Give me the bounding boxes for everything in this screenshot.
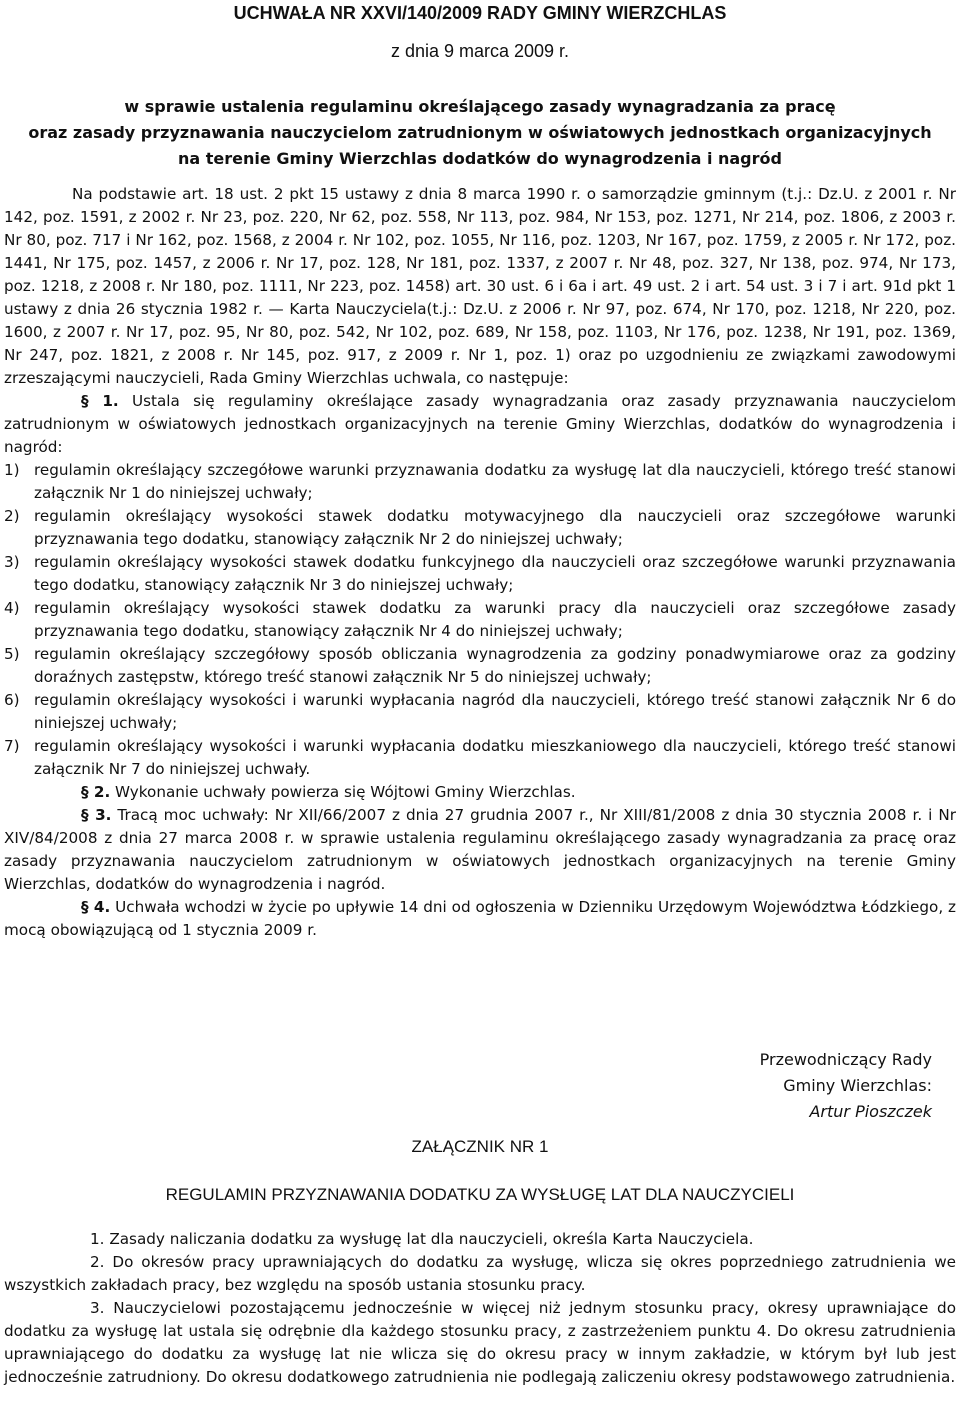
section-3	[4, 804, 956, 896]
section-1-text: Ustala się regulaminy określające zasady wynagradzania oraz zasady przyznawania nauczycielom zatrudnionym w oświatowych jednostkach organizacyjnych na terenie Gminy Wierzchlas, dodatków do wynagrodzenia i nagród:	[4, 392, 956, 456]
annex-paragraph: 1. Zasady naliczania dodatku za wysługę lat dla nauczycieli, określa Karta Nauczyciela.	[90, 1230, 754, 1248]
section-4-number: § 4.	[81, 898, 111, 916]
preamble-paragraph: Na podstawie art. 18 ust. 2 pkt 15 ustawy z dnia 8 marca 1990 r. o samorządzie gminnym (t.j.: Dz.U. z 2001 r. Nr 142, poz. 1591, z 2002 r. Nr 23, poz. 220, Nr 62, poz. 558, Nr 113, poz. 984, Nr 153, poz. 1271, Nr 214, poz. 1806, z 2003 r. Nr 80, poz. 717 i Nr 162, poz. 1568, z 2004 r. Nr 102, poz. 1055, Nr 116, poz. 1203, Nr 167, poz. 1759, z 2005 r. Nr 172, poz. 1441, Nr 175, poz. 1457, z 2006 r. Nr 17, poz. 128, Nr 181, poz. 1337, z 2007 r. Nr 48, poz. 327, Nr 138, poz. 974, Nr 173, poz. 1218, z 2008 r. Nr 180, poz. 1111, Nr 223, poz. 1458) art. 30 ust. 6 i 6a i art. 49 ust. 2 i art. 54 ust. 3 i 7 i art. 91d pkt 1 ustawy z dnia 26 stycznia 1982 r. — Karta Nauczyciela(t.j.: Dz.U. z 2006 r. Nr 97, poz. 674, Nr 170, poz. 1218, Nr 220, poz. 1600, z 2007 r. Nr 17, poz. 95, Nr 80, poz. 542, Nr 102, poz. 689, Nr 158, poz. 1103, Nr 176, poz. 1238, Nr 191, poz. 1369, Nr 247, poz. 1821, z 2008 r. Nr 145, poz. 917, z 2009 r. Nr 1, poz. 1) oraz po uzgodnieniu ze związkami zawodowymi zrzeszającymi nauczycieli, Rada Gminy Wierzchlas uchwala, co następuje:	[4, 185, 956, 387]
resolution-date: z dnia 9 marca 2009 r.	[390, 41, 570, 61]
list-item-text: regulamin określający szczegółowe warunki przyznawania dodatku za wysługę lat dla nauczycieli, którego treść stanowi załącznik Nr 1 do niniejszej uchwały;	[34, 461, 956, 502]
section-4-text: Uchwała wchodzi w życie po upływie 14 dni od ogłoszenia w Dzienniku Urzędowym Województwa Łódzkiego, z mocą obowiązującą od 1 stycznia 2009 r.	[4, 898, 956, 939]
section-4	[4, 896, 956, 942]
list-item-text: regulamin określający wysokości stawek dodatku funkcyjnego dla nauczycieli oraz szczegółowe warunki przyznawania tego dodatku, stanowiący załącznik Nr 3 do niniejszej uchwały;	[34, 553, 956, 594]
annex-title: ZAŁĄCZNIK NR 1	[411, 1137, 549, 1156]
list-item-text: regulamin określający szczegółowy sposób obliczania wynagrodzenia za godziny ponadwymiarowe oraz za godziny doraźnych zastępstw, którego treść stanowi załącznik Nr 5 do niniejszej uchwały;	[34, 645, 956, 686]
list-item-number: 5)	[4, 645, 20, 663]
list-item-number: 3)	[4, 553, 20, 571]
resolution-title: UCHWAŁA NR XXVI/140/2009 RADY GMINY WIERZCHLAS	[233, 3, 727, 23]
list-item-number: 1)	[4, 461, 20, 479]
list-item-number: 7)	[4, 737, 20, 755]
subject-line-1: w sprawie ustalenia regulaminu określającego zasady wynagradzania za pracę	[124, 97, 836, 116]
section-2-text: Wykonanie uchwały powierza się Wójtowi Gminy Wierzchlas.	[115, 783, 576, 801]
list-item	[4, 643, 956, 689]
subject-line-3: na terenie Gminy Wierzchlas dodatków do wynagrodzenia i nagród	[178, 149, 782, 168]
list-item	[4, 459, 956, 505]
section-2	[4, 781, 956, 804]
signature-block	[532, 1047, 932, 1125]
list-item-number: 2)	[4, 507, 20, 525]
annex-subtitle: REGULAMIN PRZYZNAWANIA DODATKU ZA WYSŁUGĘ LAT DLA NAUCZYCIELI	[165, 1185, 795, 1204]
annex-paragraph: 2. Do okresów pracy uprawniających do dodatku za wysługę, wlicza się okres poprzedniego zatrudnienia we wszystkich zakładach pracy, bez względu na sposób ustania stosunku pracy.	[4, 1253, 956, 1294]
section-3-number: § 3.	[81, 806, 112, 824]
resolution-body	[4, 183, 956, 942]
subject-line-2: oraz zasady przyznawania nauczycielom zatrudnionym w oświatowych jednostkach organizacyjnych	[28, 123, 932, 142]
list-item	[4, 597, 956, 643]
list-item-text: regulamin określający wysokości stawek dodatku za warunki pracy dla nauczycieli oraz szczegółowe zasady przyznawania tego dodatku, stanowiący załącznik Nr 4 do niniejszej uchwały;	[34, 599, 956, 640]
annex-paragraph: 3. Nauczycielowi pozostającemu jednocześnie w więcej niż jednym stosunku pracy, okresy uprawniające do dodatku za wysługę lat ustala się odrębnie dla każdego stosunku pracy, z zastrzeżeniem punktu 4. Do okresu zatrudnienia uprawniającego do dodatku za wysługę lat nie wlicza się do okresu pracy w innym zakładzie, w którym był lub jest jednocześnie zatrudniony. Do okresu dodatkowego zatrudnienia nie podlegają zaliczeniu okresy podstawowego zatrudnienia.	[4, 1299, 956, 1386]
list-item-text: regulamin określający wysokości stawek dodatku motywacyjnego dla nauczycieli oraz szczegółowe warunki przyznawania tego dodatku, stanowiący załącznik Nr 2 do niniejszej uchwały;	[34, 507, 956, 548]
annex-body	[4, 1228, 956, 1389]
list-item	[4, 505, 956, 551]
section-1	[4, 390, 956, 459]
list-item-number: 4)	[4, 599, 20, 617]
signature-role: Przewodniczący Rady	[759, 1050, 932, 1069]
section-2-number: § 2.	[81, 783, 111, 801]
list-item-number: 6)	[4, 691, 20, 709]
section-1-number: § 1.	[81, 392, 119, 410]
list-item-text: regulamin określający wysokości i warunki wypłacania nagród dla nauczycieli, którego treść stanowi załącznik Nr 6 do niniejszej uchwały;	[34, 691, 956, 732]
section-3-text: Tracą moc uchwały: Nr XII/66/2007 z dnia 27 grudnia 2007 r., Nr XIII/81/2008 z dnia 30 stycznia 2008 r. i Nr XIV/84/2008 z dnia 27 marca 2008 r. w sprawie ustalenia regulaminu określającego zasady wynagradzania za pracę oraz zasady przyznawania nauczycielom zatrudnionym w oświatowych jednostkach organizacyjnych na terenie Gminy Wierzchlas, dodatków do wynagrodzenia i nagród.	[4, 806, 956, 893]
list-item	[4, 735, 956, 781]
list-item-text: regulamin określający wysokości i warunki wypłacania dodatku mieszkaniowego dla nauczycieli, którego treść stanowi załącznik Nr 7 do niniejszej uchwały.	[34, 737, 956, 778]
list-item	[4, 551, 956, 597]
signature-name: Artur Pioszczek	[809, 1102, 932, 1121]
signature-institution: Gminy Wierzchlas:	[783, 1076, 932, 1095]
regulations-list	[4, 459, 956, 781]
resolution-subject	[0, 94, 960, 172]
list-item	[4, 689, 956, 735]
